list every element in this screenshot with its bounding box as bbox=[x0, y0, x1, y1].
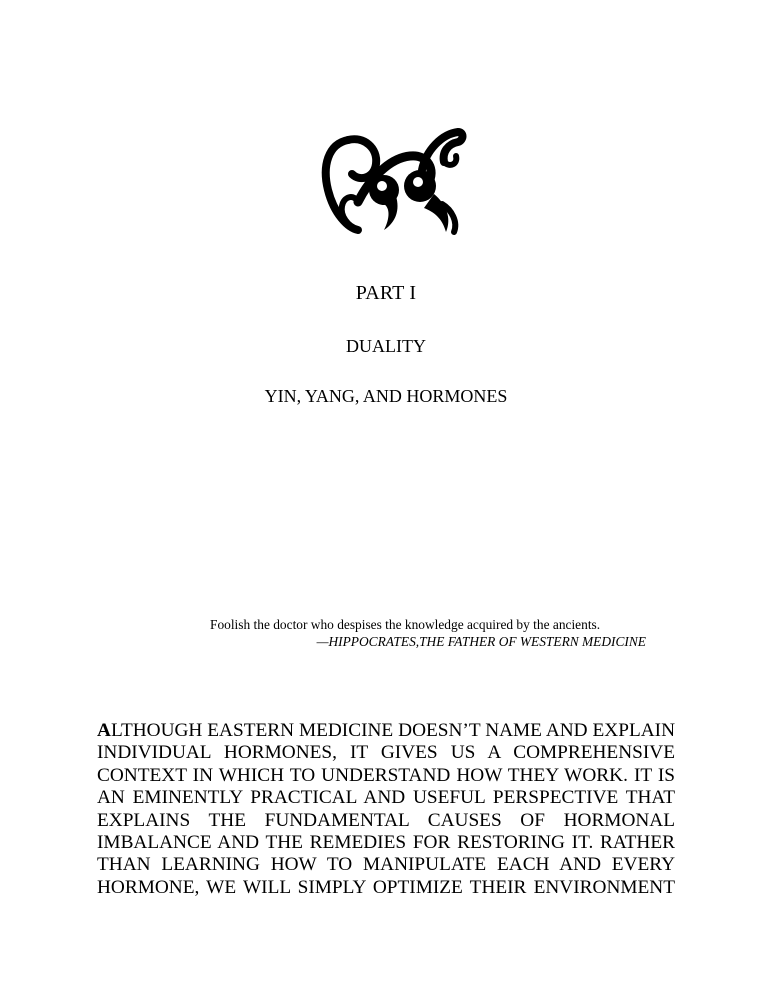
part-title: DUALITY bbox=[346, 336, 426, 356]
epigraph-quote: Foolish the doctor who despises the knowledge acquired by the ancients. bbox=[210, 617, 601, 632]
body-paragraph-text: LTHOUGH EASTERN MEDICINE DOESN’T NAME AND EXPLAIN INDIVIDUAL HORMONES, IT GIVES US A COMPREHENSIVE CONTEXT IN WHICH TO UNDERSTAND HOW THEY WORK. IT IS AN EMINENTLY PRACTICAL AND USEFUL PERSPECTIVE THAT EXPLAINS THE FUNDAMENTAL CAUSES OF HORMONAL IMBALANCE AND THE REMEDIES FOR RESTORING IT. RATHER THAN LEARNING HOW TO MANIPULATE EACH AND EVERY HORMONE, WE WILL SIMPLY OPTIMIZE THEIR ENVIRONMENT bbox=[97, 720, 675, 898]
part-subtitle: YIN, YANG, AND HORMONES bbox=[264, 386, 508, 406]
epigraph bbox=[210, 616, 650, 650]
epigraph-attribution: —HIPPOCRATES,THE FATHER OF WESTERN MEDICINE bbox=[316, 634, 646, 649]
yin-yang-ornament-icon bbox=[318, 118, 468, 236]
body-paragraph bbox=[97, 720, 675, 899]
part-label: PART I bbox=[355, 282, 417, 304]
drop-letter: A bbox=[97, 720, 111, 741]
